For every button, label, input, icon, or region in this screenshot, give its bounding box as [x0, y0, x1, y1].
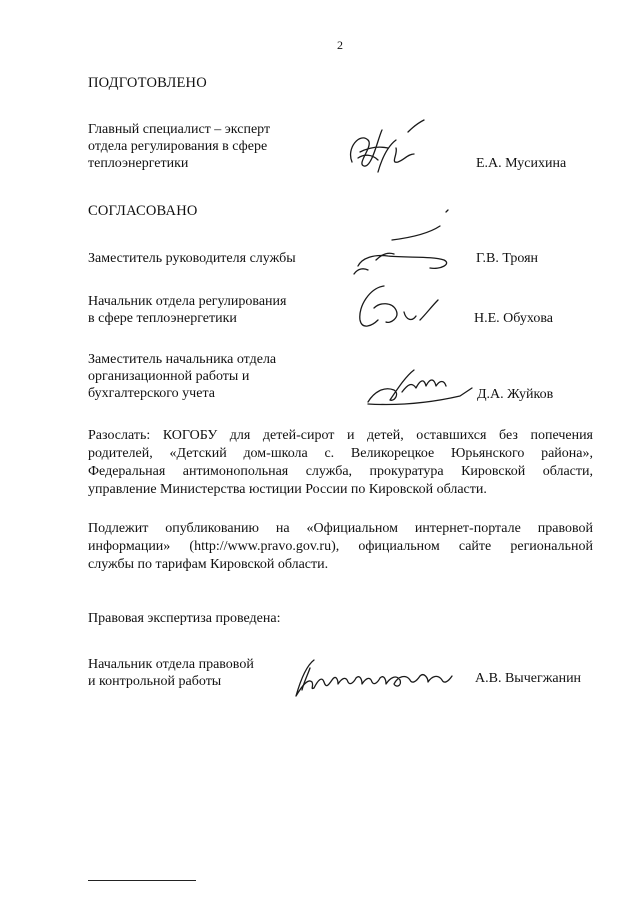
position-line: Заместитель руководителя службы	[88, 251, 296, 266]
legal-review-text: Правовая экспертиза проведена:	[88, 611, 281, 626]
position-line: Заместитель начальника отдела	[88, 352, 277, 367]
page-number: 2	[337, 38, 343, 52]
position-line: в сфере теплоэнергетики	[88, 311, 237, 326]
paragraph-line: Подлежит опубликованию на «Официальном интернет-портале правовой	[88, 521, 593, 536]
agreed-name-3: Д.А. Жуйков	[477, 387, 554, 402]
position-line: организационной работы и	[88, 369, 250, 384]
agreed-name-1: Г.В. Троян	[476, 251, 539, 266]
signature-vychegzhanin	[288, 652, 464, 702]
position-line: Начальник отдела правовой	[88, 657, 254, 672]
agreed-position-3	[88, 351, 276, 402]
signature-obukhova	[350, 280, 450, 336]
position-line: теплоэнергетики	[88, 156, 189, 171]
agreed-heading: СОГЛАСОВАНО	[88, 203, 198, 219]
signature-musikhina	[338, 118, 438, 180]
position-line: Начальник отдела регулирования	[88, 294, 287, 309]
signature-troyan	[348, 208, 458, 284]
agreed-position-2	[88, 293, 286, 327]
distribution-paragraph	[88, 427, 593, 499]
prepared-heading: ПОДГОТОВЛЕНО	[88, 75, 207, 91]
agreed-name-2: Н.Е. Обухова	[474, 311, 553, 326]
footer-rule	[88, 880, 196, 881]
paragraph-line: родителей, «Детский дом-школа с. Великорецкое Юрьянского района»,	[88, 446, 593, 461]
prepared-position	[88, 121, 270, 172]
agreed-position-1	[88, 250, 296, 267]
position-line: отдела регулирования в сфере	[88, 139, 268, 154]
paragraph-line: Разослать: КОГОБУ для детей-сирот и детей, оставшихся без попечения	[88, 428, 593, 443]
prepared-name: Е.А. Мусихина	[476, 156, 567, 171]
paragraph-line: службы по тарифам Кировской области.	[88, 557, 329, 572]
position-line: и контрольной работы	[88, 674, 222, 689]
position-line: Главный специалист – эксперт	[88, 122, 271, 137]
paragraph-line: управление Министерства юстиции России по Кировской области.	[88, 482, 487, 497]
legal-review-name: А.В. Вычегжанин	[475, 671, 582, 686]
signature-zhuikov	[364, 366, 476, 410]
paragraph-line: информации» (http://www.pravo.gov.ru), официальном сайте региональной	[88, 539, 593, 554]
position-line: бухгалтерского учета	[88, 386, 215, 401]
paragraph-line: Федеральная антимонопольная служба, прокуратура Кировской области,	[88, 464, 593, 479]
publication-paragraph	[88, 520, 593, 574]
legal-review-position	[88, 656, 254, 690]
